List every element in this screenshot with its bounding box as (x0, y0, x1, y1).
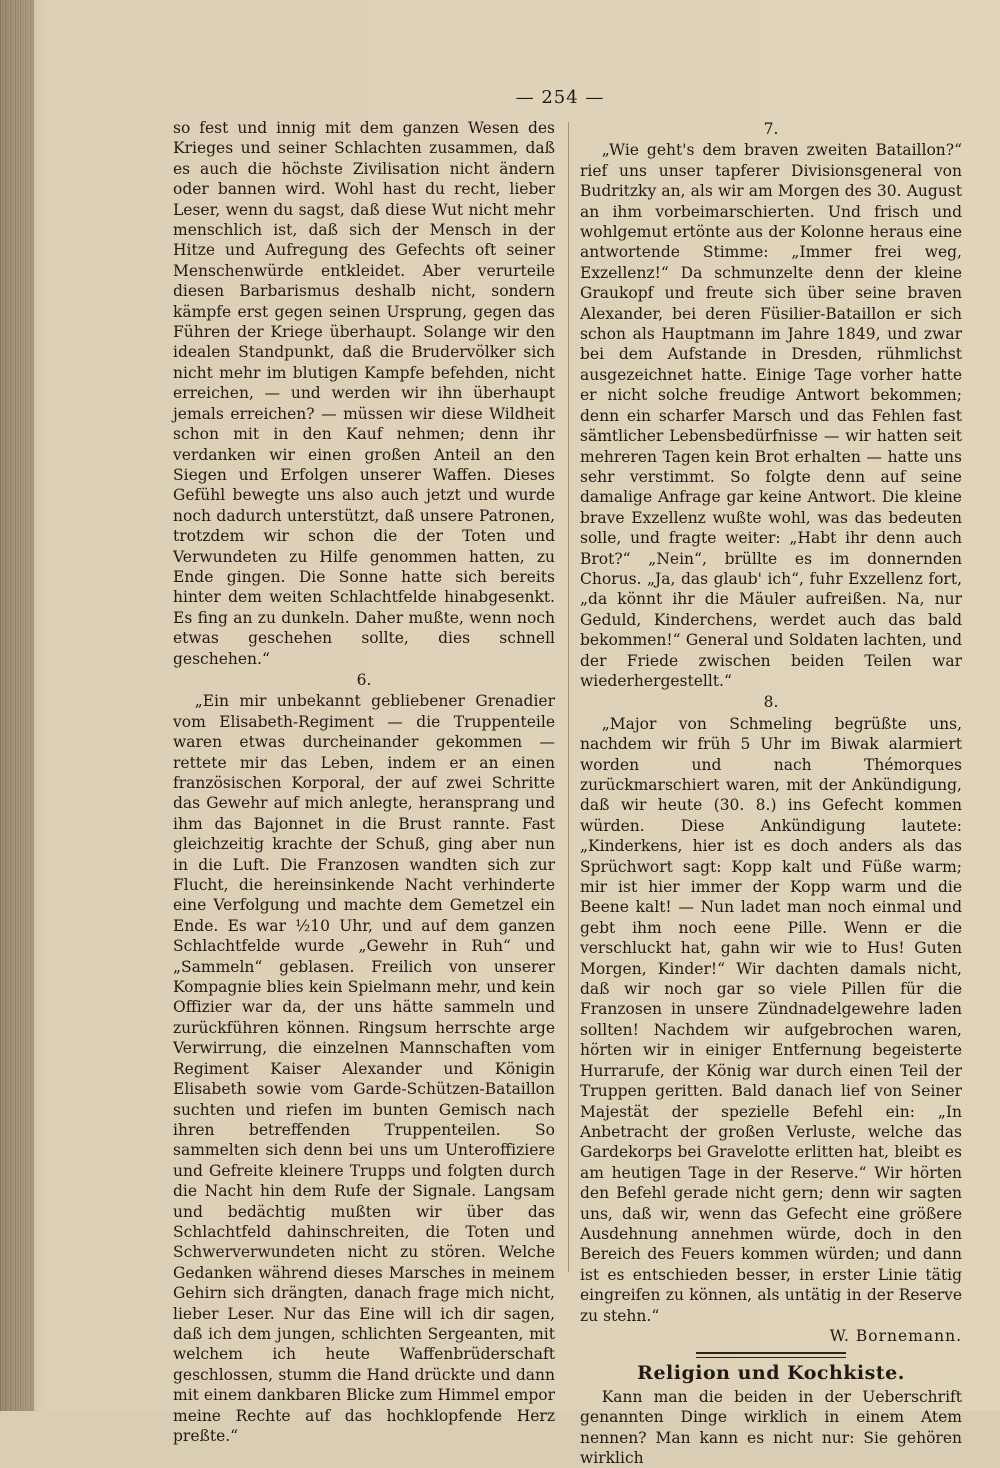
article-title: Religion und Kochkiste. (637, 1362, 905, 1385)
section-number-6: 6. (356, 670, 372, 689)
author-signature: W. Bornemann. (829, 1326, 962, 1345)
paragraph-section-8: „Major von Schmeling begrüßte uns, nachdem wir früh 5 Uhr im Biwak alarmiert worden und nach Thémorques zurückmarschiert waren, mit der Ankündigung, daß wir heute (30. 8.) ins Gefecht kommen würden. Diese Ankündigung lautete: „Kinderkens, hier ist es doch anders als das Sprüchwort sagt: Kopp kalt und Füße warm; mir ist hier immer der Kopp warm und die Beene kalt! — Nun ladet man noch einmal und gebt ihm noch eene Pille. Wenn er die verschluckt hat, gahn wir wie to Hus! Guten Morgen, Kinder!“ Wir dachten damals nicht, daß wir noch gar so viele Pillen für die Franzosen in unsere Zündnadelgewehre laden sollten! Nachdem wir aufgebrochen waren, hörten wir in einiger Entfernung begeisterte Hurrarufe, der König war durch einen Teil der Truppen geritten. Bald danach lief von Seiner Majestät der spezielle Befehl ein: „In Anbetracht der großen Verluste, welche das Gardekorps bei Gravelotte erlitten hat, bleibt es am heutigen Tage in der Reserve.“ Wir hörten den Befehl gerade nicht gern; denn wir sagten uns, daß wir, wenn das Gefecht eine größere Ausdehnung annehmen würde, doch in den Bereich des Feuers kommen würden; und dann ist es entschieden besser, in erster Linie tätig eingreifen zu können, als untätig in der Reserve zu stehn.“ (580, 714, 962, 1325)
section-number-8: 8. (763, 693, 779, 712)
article-separator-rule (696, 1352, 846, 1358)
page-number: — 254 — (515, 87, 605, 108)
paragraph-section-6: „Ein mir unbekannt gebliebener Grenadier vom Elisabeth-Regiment — die Truppenteile waren etwas durcheinander gekommen — rettete mir das Leben, indem er an einen französischen Korporal, der auf zwei Schritte das Gewehr auf mich anlegte, heransprang und ihm das Bajonnet in die Brust rannte. Fast gleichzeitig krachte der Schuß, ging aber nun in die Luft. Die Franzosen wandten sich zur Flucht, die hereinsinkende Nacht verhinderte eine Verfolgung und machte dem Gemetzel ein Ende. Es war ½10 Uhr, und auf dem ganzen Schlachtfelde wurde „Gewehr in Ruh“ und „Sammeln“ geblasen. Freilich von unserer Kompagnie blies kein Spielmann mehr, und kein Offizier war da, der uns hätte sammeln und zurückführen können. Ringsum herrschte arge Verwirrung, die einzelnen Mannschaften vom Regiment Kaiser Alexander und Königin Elisabeth sowie vom Garde-Schützen-Bataillon suchten und riefen im bunten Gemisch nach ihren betreffenden Truppenteilen. So sammelten sich denn bei uns um Unteroffiziere und Gefreite kleinere Trupps und folgten durch die Nacht hin dem Rufe der Signale. Langsam und bedächtig mußten wir über das Schlachtfeld dahinschreiten, die Toten und Schwerverwundeten nicht zu stören. Welche Gedanken während dieses Marsches in meinem Gehirn sich drängten, danach frage mich nicht, lieber Leser. Nur das Eine will ich dir sagen, daß ich dem jungen, schlichten Sergeanten, mit welchem ich heute Waffenbrüderschaft geschlossen, stumm die Hand drückte und dann mit einem dankbaren Blicke zum Himmel empor meine Rechte auf das hochklopfende Herz preßte.“ (173, 692, 555, 1445)
book-page-edge (0, 0, 34, 1411)
paragraph-section-7: „Wie geht's dem braven zweiten Bataillon?“ rief uns unser tapferer Divisionsgeneral von Budritzky an, als wir am Morgen des 30. August an ihm vorbeimarschierten. Und frisch und wohlgemut ertönte aus der Kolonne heraus eine antwortende Stimme: „Immer frei weg, Exzellenz!“ Da schmunzelte denn der kleine Graukopf und freute sich über seine braven Alexander, bei deren Füsilier-Bataillon er sich schon als Hauptmann im Jahre 1849, und zwar bei dem Aufstande in Dresden, rühmlichst ausgezeichnet hatte. Einige Tage vorher hatte er nicht solche freudige Antwort bekommen; denn ein scharfer Marsch und das Fehlen fast sämtlicher Lebensbedürfnisse — wir hatten seit mehreren Tagen kein Brot erhalten — hatte uns sehr verstimmt. So folgte denn auf seine damalige Anfrage gar keine Antwort. Die kleine brave Exzellenz wußte wohl, was das bedeuten solle, und fragte weiter: „Habt ihr denn auch Brot?“ „Nein“, brüllte es im donnernden Chorus. „Ja, das glaub' ich“, fuhr Exzellenz fort, „da könnt ihr die Mäuler aufreißen. Na, nur Geduld, Kinderchens, werdet auch das bald bekommen!“ General und Soldaten lachten, und der Friede zwischen beiden Teilen war wiederhergestellt.“ (580, 141, 962, 690)
article-paragraph: Kann man die beiden in der Ueberschrift genannten Dinge wirklich in einem Atem nennen? Man kann es nicht nur: Sie gehören wirklich (580, 1387, 962, 1467)
column-divider (568, 122, 569, 1272)
section-number-7: 7. (763, 120, 779, 138)
left-column (173, 118, 555, 1446)
paragraph-continued: so fest und innig mit dem ganzen Wesen des Krieges und seiner Schlachten zusammen, daß es auch die höchste Zivilisation nicht ändern oder bannen wird. Wohl hast du recht, lieber Leser, wenn du sagst, daß diese Wut nicht mehr menschlich ist, daß sich der Mensch in der Hitze und Aufregung des Gefechts oft seiner Menschenwürde entkleidet. Aber verurteile diesen Barbarismus deshalb nicht, sondern kämpfe erst gegen seinen Ursprung, gegen das Führen der Kriege überhaupt. Solange wir den idealen Standpunkt, daß die Brudervölker sich nicht mehr im blutigen Kampfe befehden, nicht erreichen, — und werden wir ihn überhaupt jemals erreichen? — müssen wir diese Wildheit schon mit in den Kauf nehmen; denn ihr verdanken wir einen großen Anteil an den Siegen und Erfolgen unserer Waffen. Dieses Gefühl bewegte uns also auch jetzt und wurde noch dadurch unterstützt, daß unsere Patronen, trotzdem wir schon die der Toten und Verwundeten zu Hilfe genommen hatten, zu Ende gingen. Die Sonne hatte sich bereits hinter dem weiten Schlachtfelde hinabgesenkt. Es fing an zu dunkeln. Daher mußte, wenn noch etwas geschehen sollte, dies schnell geschehen.“ (173, 119, 555, 668)
right-column (580, 118, 962, 1468)
